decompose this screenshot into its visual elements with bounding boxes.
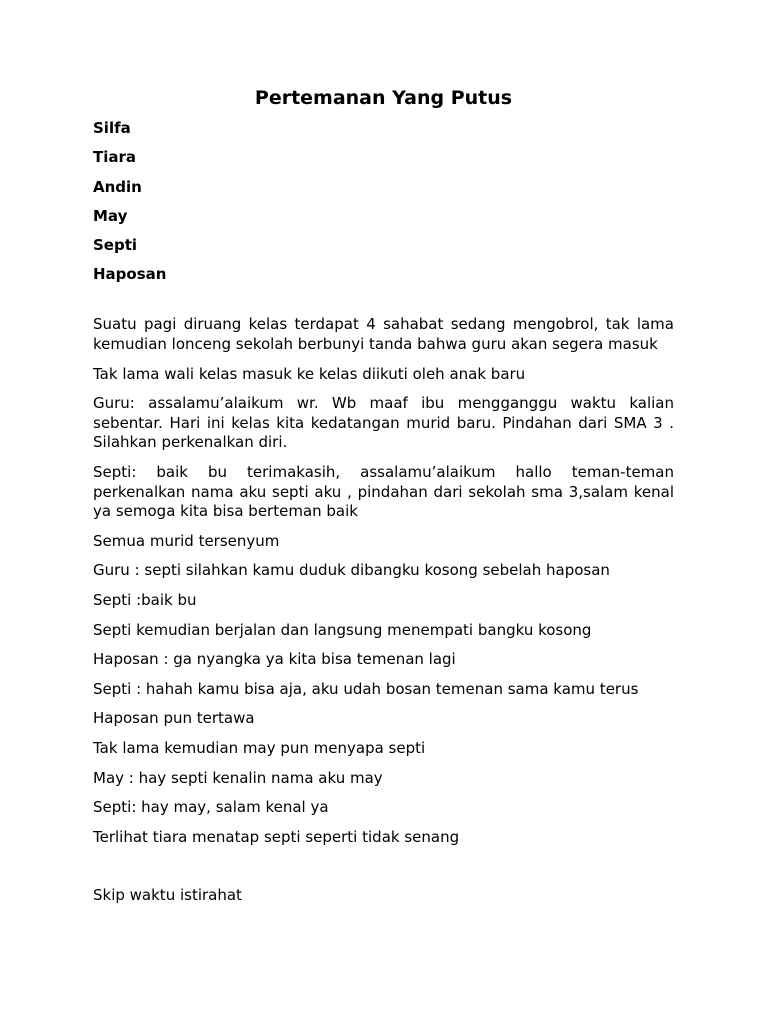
story-paragraph: Semua murid tersenyum <box>93 531 280 550</box>
paragraph-spacer <box>93 857 674 886</box>
story-paragraph: Tak lama kemudian may pun menyapa septi <box>93 738 426 757</box>
story-paragraph: Tak lama wali kelas masuk ke kelas diikuti oleh anak baru <box>93 364 526 383</box>
story-paragraph: May : hay septi kenalin nama aku may <box>93 768 383 787</box>
character-name: May <box>93 206 128 225</box>
closing-line: Skip waktu istirahat <box>93 886 242 905</box>
character-name: Septi <box>93 236 138 255</box>
character-name: Silfa <box>93 119 131 137</box>
character-name: Tiara <box>93 148 137 167</box>
story-paragraph: Haposan : ga nyangka ya kita bisa temenan lagi <box>93 650 456 669</box>
story-paragraph: Septi kemudian berjalan dan langsung menempati bangku kosong <box>93 620 592 639</box>
story-paragraph: Guru : septi silahkan kamu duduk dibangku kosong sebelah haposan <box>93 561 610 580</box>
story-paragraph: Suatu pagi diruang kelas terdapat 4 sahabat sedang mengobrol, tak lama kemudian lonceng sekolah berbunyi tanda bahwa guru akan segera masuk <box>93 315 674 354</box>
story-paragraph: Terlihat tiara menatap septi seperti tidak senang <box>93 827 460 846</box>
story-paragraph: Guru: assalamu’alaikum wr. Wb maaf ibu mengganggu waktu kalian sebentar. Hari ini kelas kita kedatangan murid baru. Pindahan dari SMA 3 . Silahkan perkenalkan diri. <box>93 394 674 452</box>
story-paragraph: Septi: baik bu terimakasih, assalamu’alaikum hallo teman-teman perkenalkan nama aku septi aku , pindahan dari sekolah sma 3,salam kenal ya semoga kita bisa berteman baik <box>93 463 674 521</box>
story-paragraph: Septi : hahah kamu bisa aja, aku udah bosan temenan sama kamu terus <box>93 679 639 698</box>
document-page <box>93 84 674 916</box>
story-body <box>93 315 674 905</box>
story-paragraph: Haposan pun tertawa <box>93 709 255 728</box>
character-list <box>93 119 674 284</box>
character-name: Haposan <box>93 265 167 284</box>
document-title: Pertemanan Yang Putus <box>254 87 513 109</box>
character-name: Andin <box>93 177 142 196</box>
story-paragraph: Septi: hay may, salam kenal ya <box>93 798 329 817</box>
story-paragraph: Septi :baik bu <box>93 591 197 610</box>
